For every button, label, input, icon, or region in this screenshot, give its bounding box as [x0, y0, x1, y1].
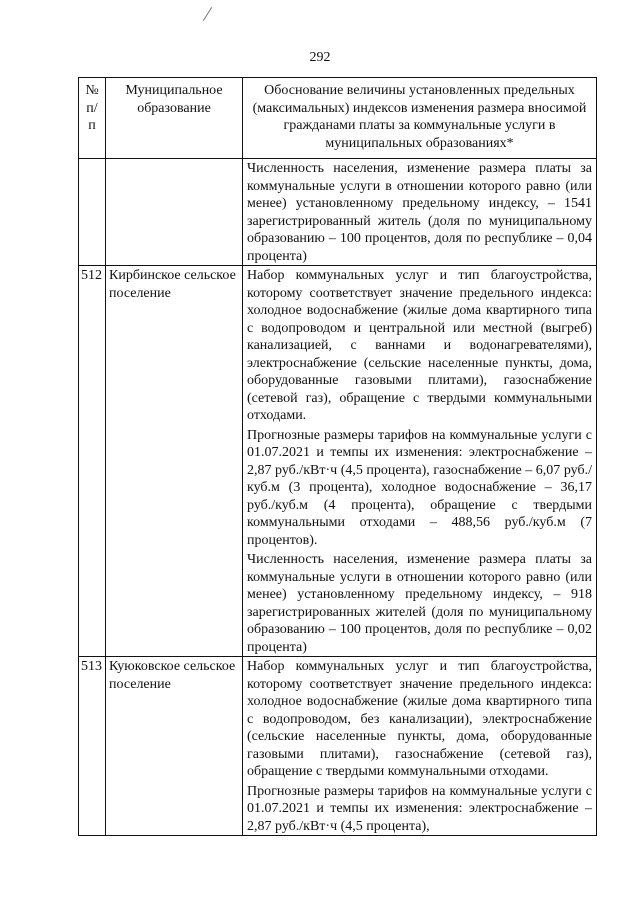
- table-row: [79, 159, 597, 266]
- tariff-index-table: [78, 77, 597, 836]
- table-row: [79, 266, 597, 657]
- table-row: [79, 657, 597, 836]
- header-municipality: Муниципальное образование: [106, 78, 243, 159]
- paragraph: Прогнозные размеры тарифов на коммунальные услуги с 01.07.2021 и темпы их изменения: электроснабжение – 2,87 руб./кВт·ч (4,5 процента),: [247, 783, 592, 834]
- municipality-name: [106, 159, 243, 266]
- justification-cell: [243, 159, 597, 266]
- municipality-name: Кирбинское сельское поселение: [106, 266, 243, 657]
- paragraph: Численность населения, изменение размера платы за коммунальные услуги в отношении которого равно (или менее) установленному предельному индексу, – 1541 зарегистрированный житель (доля по муниципальному образованию – 100 процентов, доля по республике – 0,04 процента): [247, 161, 592, 264]
- row-number: [79, 159, 106, 266]
- page-number: 292: [309, 50, 331, 65]
- justification-cell: [243, 266, 597, 657]
- paragraph: Набор коммунальных услуг и тип благоустройства, которому соответствует значение предельного индекса: холодное водоснабжение (жилые дома квартирного типа с водопроводом и центральной или местной (выгреб) канализацией, с ваннами и водонагревателями), электроснабжение (сельские населенные пункты, дома, оборудованные газовыми плитами), газоснабжение (сетевой газ), обращение с твердыми коммунальными отходами.: [247, 268, 592, 423]
- pen-mark: [203, 7, 212, 21]
- table-header-row: [79, 78, 597, 159]
- paragraph: Прогнозные размеры тарифов на коммунальные услуги с 01.07.2021 и темпы их изменения: электроснабжение – 2,87 руб./кВт·ч (4,5 процента), газоснабжение – 6,07 руб./куб.м (3 процента), холодное водоснабжение – 36,17 руб./куб.м (4 процента), обращение с твердыми коммунальными отходами – 488,56 руб./куб.м (7 процентов).: [247, 427, 592, 548]
- municipality-name: Куюковское сельское поселение: [106, 657, 243, 836]
- row-number: 512: [79, 266, 106, 657]
- header-num: № п/п: [79, 78, 106, 159]
- paragraph: Численность населения, изменение размера платы за коммунальные услуги в отношении которого равно (или менее) установленному предельному индексу, – 918 зарегистрированных жителей (доля по муниципальному образованию – 100 процентов, доля по республике – 0,02 процента): [247, 552, 592, 655]
- justification-cell: [243, 657, 597, 836]
- row-number: 513: [79, 657, 106, 836]
- paragraph: Набор коммунальных услуг и тип благоустройства, которому соответствует значение предельного индекса: холодное водоснабжение (жилые дома квартирного типа с водопроводом, без канализации), электроснабжение (сельские населенные пункты, дома, оборудованные газовыми плитами), газоснабжение (сетевой газ), обращение с твердыми коммунальными отходами.: [247, 659, 592, 779]
- header-justification: Обоснование величины установленных предельных (максимальных) индексов изменения размера вносимой гражданами платы за коммунальные услуги в муниципальных образованиях*: [243, 78, 597, 159]
